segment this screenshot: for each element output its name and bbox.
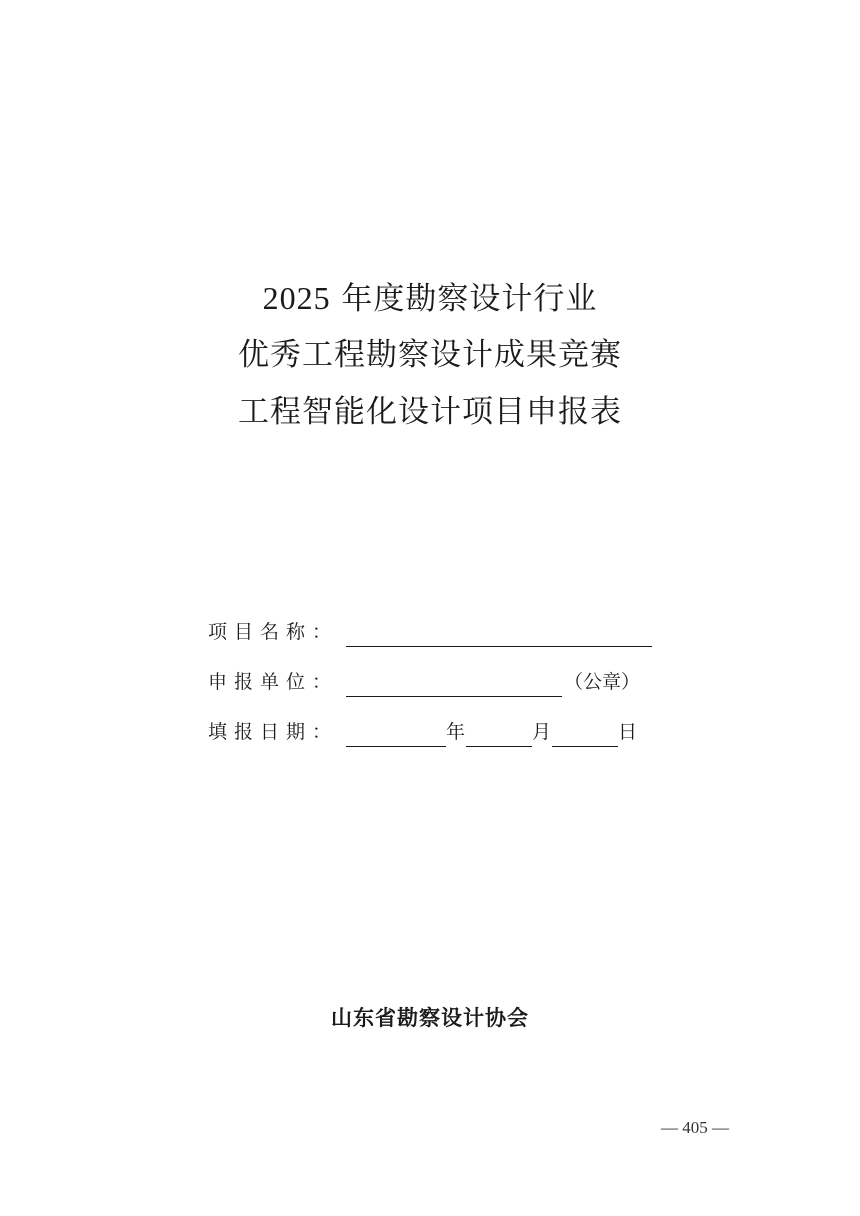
applicant-label: 申报单位： xyxy=(208,671,339,693)
page-number: — 405 — xyxy=(661,1118,729,1137)
applicant-field[interactable] xyxy=(346,696,562,697)
title-year: 2025 xyxy=(262,280,331,316)
title-line-3: 工程智能化设计项目申报表 xyxy=(238,394,622,430)
title-line-2: 优秀工程勘察设计成果竞赛 xyxy=(238,337,622,373)
month-char: 月 xyxy=(532,721,552,743)
project-name-field[interactable] xyxy=(346,646,652,647)
year-field[interactable] xyxy=(346,746,446,747)
day-char: 日 xyxy=(618,721,638,743)
title-line-1 xyxy=(0,270,860,327)
document-title xyxy=(0,270,860,441)
day-field[interactable] xyxy=(552,746,618,747)
organization-name: 山东省勘察设计协会 xyxy=(331,1006,529,1030)
year-char: 年 xyxy=(446,721,466,743)
project-name-label: 项目名称： xyxy=(208,621,339,643)
title-line-1-text: 年度勘察设计行业 xyxy=(330,281,598,317)
month-field[interactable] xyxy=(466,746,532,747)
seal-note: （公章） xyxy=(564,671,641,693)
date-label: 填报日期： xyxy=(208,721,339,743)
